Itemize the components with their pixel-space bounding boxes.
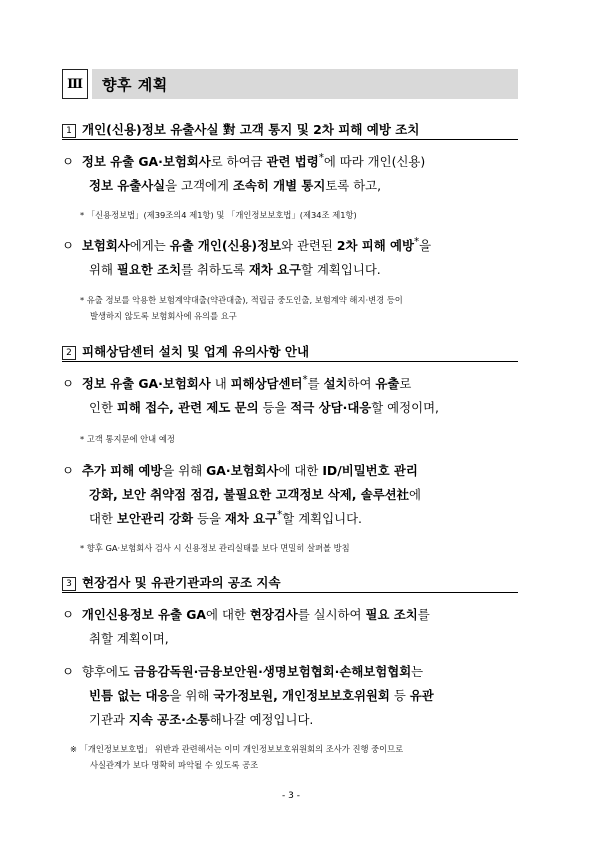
bullet-5-line-2: 취할 계획이며, [89,631,169,646]
text-bold: 유출 [375,376,400,392]
text-bold: 현장검사 [249,607,298,622]
text: 하여 [347,376,372,392]
subsection-3-number: 3 [62,577,76,591]
text: 인한 [89,400,113,415]
text-bold: 보안관리 강화 [116,511,194,527]
subsection-2-number: 2 [62,346,76,360]
text-bold: 정보 유출 GA·보험회사 [81,376,211,392]
text-bold: 정보 유출사실 [89,178,166,193]
subsection-2-heading [62,342,309,360]
text-bold: 설치 [323,376,348,392]
text: 을 위해 [169,688,210,703]
text: 에 대한 [278,463,319,478]
subsection-2-title: 피해상담센터 설치 및 업계 유의사항 안내 [82,344,310,359]
note-2-line-2: 발생하지 않도록 보험회사에 유의를 요구 [90,311,237,321]
text: 로 하여금 [210,154,263,170]
text: 를 실시하여 [297,607,362,622]
bullet-marker: ㅇ [62,238,74,254]
text: 로 [399,376,412,392]
text-bold: 추가 피해 예방 [81,463,163,478]
bullet-marker: ㅇ [62,154,74,170]
text: 을 [419,238,432,254]
text: 등 [393,688,406,703]
text-bold: 관련 법령 [266,154,319,170]
page-number: - 3 - [282,791,300,801]
bullet-marker: ㅇ [62,664,74,679]
text: 할 예정이며, [371,400,439,415]
bullet-3-line-1 [62,374,411,392]
bullet-marker: ㅇ [62,463,74,478]
text: 는 [411,664,424,679]
footnote-mark: * [302,374,308,386]
bullet-marker: ㅇ [62,376,74,392]
text: 를 [307,376,320,392]
footnote-mark: * [413,236,420,248]
text-bold: 빈틈 없는 대응 [89,688,170,703]
subsection-1-heading [62,120,419,138]
bullet-5-line-1 [62,605,430,623]
text: 을 위해 [162,463,203,478]
text-bold: 강화, 보안 취약점 점검, 불필요한 고객정보 삭제, 솔루션社 [89,487,410,502]
text: 등을 [262,400,287,415]
subsection-3-title: 현장검사 및 유관기관과의 공조 지속 [82,575,281,590]
text: 내 [214,376,227,392]
text-bold: 적극 상담·대응 [290,400,372,415]
text-bold: 피해 접수, 관련 제도 문의 [116,400,259,415]
note-5-line-2: 사실관계가 보다 명확히 파악될 수 있도록 공조 [90,760,259,770]
note-2-line-1: * 유출 정보를 악용한 보험계약대출(약관대출), 적립금 중도인출, 보험계약 해지·변경 등이 [80,295,403,305]
bullet-2-line-1 [62,236,431,254]
text: 할 계획입니다. [301,262,381,277]
bullet-2-line-2 [89,260,381,278]
text: 향후에도 [81,664,130,679]
bullet-marker: ㅇ [62,607,74,622]
bullet-4-line-3 [89,509,362,527]
text-bold: 2차 피해 예방 [336,238,414,254]
bullet-1-line-1 [62,152,425,170]
text: 를 [417,607,430,622]
text-bold: 재차 요구 [224,511,278,527]
text-bold: ID/비밀번호 관리 [322,463,418,478]
text: 에 대한 [206,607,246,622]
bullet-1-line-2 [89,176,381,194]
text-bold: 필요한 조치 [116,262,182,277]
text: 에 [409,487,422,502]
text-bold: 유출 개인(신용)정보 [169,238,282,254]
text-bold: 피해상담센터 [230,376,303,392]
text: 할 계획입니다. [282,511,362,527]
text-bold: 조속히 개별 통지 [232,178,326,193]
text: 와 관련된 [281,238,333,254]
text-bold: 보험회사 [81,238,130,254]
bullet-4-line-1 [62,461,418,479]
text-bold: GA·보험회사 [206,463,279,478]
footnote-mark: * [318,152,324,164]
text: 대한 [89,511,113,527]
text: 를 취하도록 [181,262,245,277]
text: 위해 [89,262,113,277]
subsection-3-heading [62,573,281,591]
bullet-6-line-3 [89,710,313,728]
bullet-3-line-2 [89,398,439,416]
subsection-2-divider [62,361,518,362]
bullet-4-line-2 [89,485,421,503]
subsection-1-divider [62,139,518,140]
text: 을 고객에게 [165,178,229,193]
note-3: * 고객 통지문에 안내 예정 [80,434,175,444]
text: 기관과 [89,712,125,727]
section-title: 향후 계획 [92,69,518,99]
text-bold: 국가정보원, 개인정보보호위원회 [213,688,390,703]
footnote-mark: * [277,509,283,521]
subsection-1-title: 개인(신용)정보 유출사실 對 고객 통지 및 2차 피해 예방 조치 [82,122,420,137]
text-bold: 재차 요구 [248,262,302,277]
note-4: * 향후 GA·보험회사 검사 시 신용정보 관리실태를 보다 면밀히 살펴볼 방침 [80,543,350,553]
text-bold: 필요 조치 [365,607,418,622]
text: 에게는 [129,238,166,254]
text: 해나갈 예정입니다. [209,712,314,727]
note-5-line-1: ※ 「개인정보보호법」 위반과 관련해서는 이미 개인정보보호위원회의 조사가 진행 중이므로 [70,744,404,754]
text: 등을 [197,511,221,527]
note-1: * 「신용정보법」(제39조의4 제1항) 및 「개인정보보호법」(제34조 제1항) [80,210,357,220]
subsection-3-divider [62,592,518,593]
text: 토록 하고, [325,178,382,193]
section-number: Ⅲ [62,69,88,99]
text-bold: 지속 공조·소통 [128,712,210,727]
text-bold: 개인신용정보 유출 GA [81,607,207,622]
bullet-6-line-1 [62,662,423,680]
text-bold: 정보 유출 GA·보험회사 [81,154,211,170]
text-bold: 금융감독원·금융보안원·생명보험협회·손해보험협회 [133,664,412,679]
text-bold: 유관 [409,688,434,703]
text: 에 따라 개인(신용) [323,154,426,170]
bullet-6-line-2 [89,686,434,704]
subsection-1-number: 1 [62,124,76,138]
section-header [62,69,518,99]
